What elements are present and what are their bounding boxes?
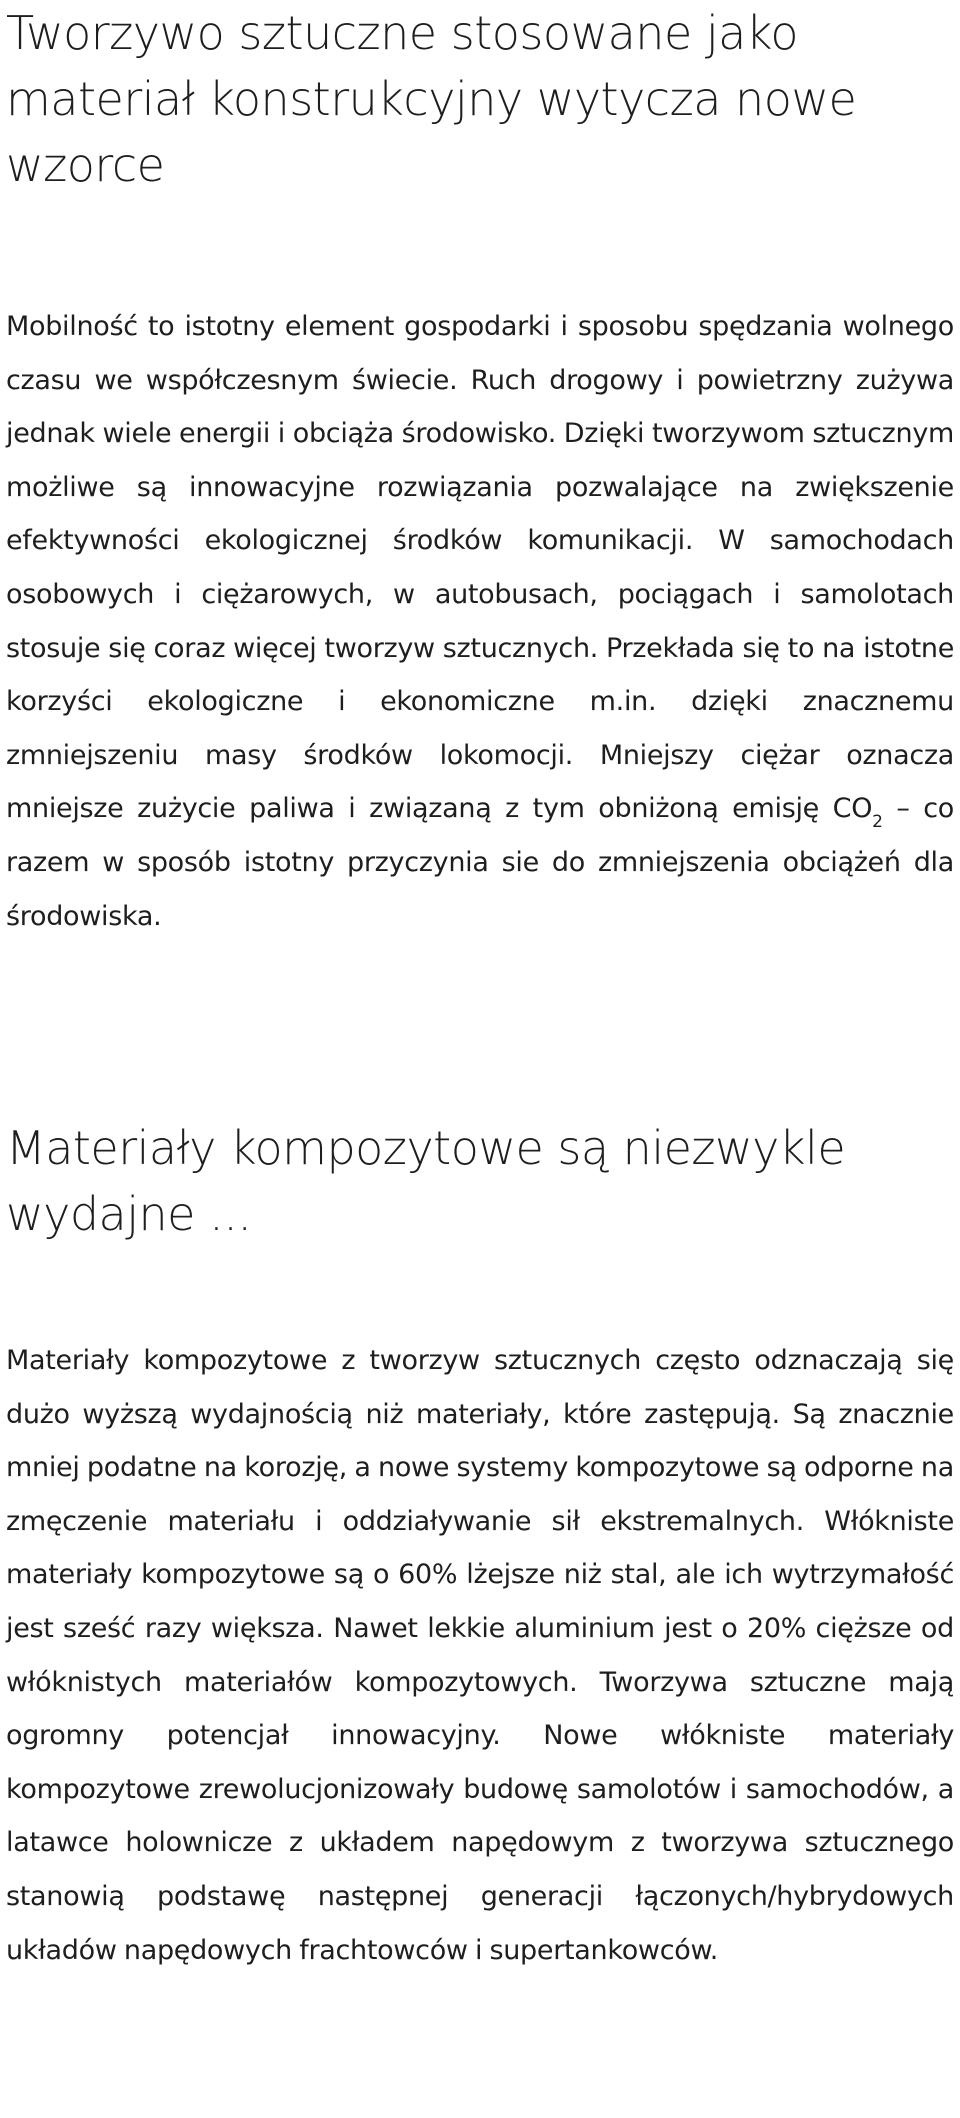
section-paragraph-2: Materiały kompozytowe z tworzyw sztucznych często odznaczają się dużo wyższą wydajnością niż materiały, które zastępują. Są znacznie mniej podatne na korozję, a nowe systemy kompozytowe są odporne na zmęczenie materiału i oddziaływanie sił ekstremalnych. Włókniste materiały kompozytowe są o 60% lżejsze niż stal, ale ich wytrzymałość jest sześć razy większa. Nawet lekkie aluminium jest o 20% cięższe od włóknistych materiałów kompozytowych. Tworzywa sztuczne mają ogromny potencjał innowacyjny. Nowe włókniste materiały kompozytowe zrewolucjonizowały budowę samolotów i samochodów, a latawce holownicze z układem napędowym z tworzywa sztucznego stanowią podstawę następnej generacji łączonych/hybrydowych układów napędowych frachtowców i supertankowców. bbox=[6, 1345, 954, 1966]
paragraph-1-text: Mobilność to istotny element gospodarki i sposobu spędzania wolnego czasu we współczesnym świecie. Ruch drogowy i powietrzny zużywa jednak wiele energii i obciąża środowisko. Dzięki tworzywom sztucznym możliwe są innowacyjne rozwiązania pozwalające na zwiększenie efektywności ekologicznej środków komunikacji. W samochodach osobowych i ciężarowych, w autobusach, pociągach i samolotach stosuje się coraz więcej tworzyw sztucznych. Przekłada się to na istotne korzyści ekologiczne i ekonomiczne m.in. dzięki znacznemu zmniejszeniu masy środków lokomocji. Mniejszy ciężar oznacza mniejsze zużycie paliwa i związaną z tym obniżoną emisję CO bbox=[6, 311, 954, 825]
section-heading-2: Materiały kompozytowe są niezwykle wydajne ... bbox=[6, 1121, 846, 1241]
section-paragraph-1 bbox=[6, 300, 954, 943]
section-heading-1: Tworzywo sztuczne stosowane jako materiał konstrukcyjny wytycza nowe wzorce bbox=[6, 6, 857, 192]
paragraph-1-text-continued: – co razem w sposób istotny przyczynia sie do zmniejszenia obciążeń dla środowiska. bbox=[6, 793, 954, 932]
co2-subscript: 2 bbox=[872, 812, 883, 833]
